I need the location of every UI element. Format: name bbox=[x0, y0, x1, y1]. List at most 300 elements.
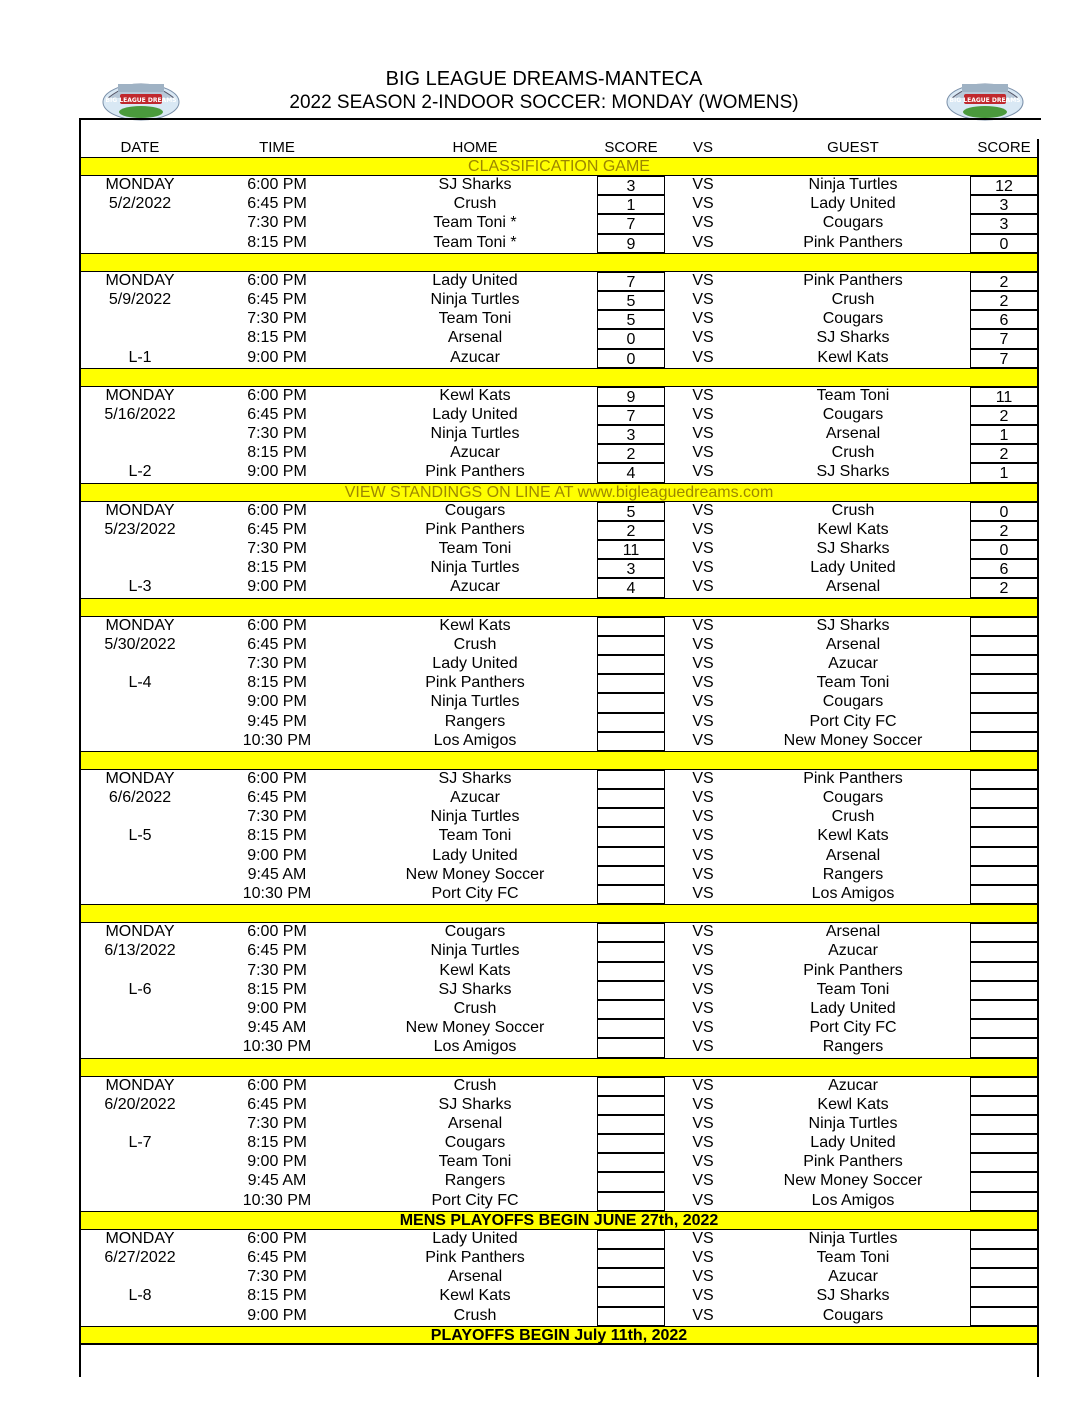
home-score: 4 bbox=[597, 578, 665, 597]
banner-text: CLASSIFICATION GAME bbox=[468, 158, 650, 175]
col-home: HOME bbox=[452, 139, 498, 156]
banner-b1 bbox=[79, 157, 1039, 176]
guest-score bbox=[970, 827, 1038, 846]
vs-label: VS bbox=[692, 176, 714, 193]
table-row bbox=[79, 406, 1039, 425]
game-time: 6:45 PM bbox=[247, 290, 307, 308]
game-date: L-3 bbox=[128, 578, 152, 596]
home-team: Ninja Turtles bbox=[430, 559, 520, 577]
guest-team: Pink Panthers bbox=[803, 769, 903, 787]
table-row bbox=[79, 559, 1039, 578]
home-score bbox=[597, 732, 665, 751]
game-time: 6:45 PM bbox=[247, 195, 307, 213]
game-time: 7:30 PM bbox=[247, 808, 307, 826]
guest-team: Kewl Kats bbox=[817, 348, 889, 366]
game-time: 8:15 PM bbox=[247, 1287, 307, 1305]
table-row bbox=[79, 617, 1039, 636]
home-score bbox=[597, 866, 665, 885]
week-separator bbox=[79, 1058, 1039, 1077]
home-score bbox=[597, 847, 665, 866]
game-time: 6:00 PM bbox=[247, 769, 307, 787]
guest-score: 6 bbox=[970, 310, 1038, 329]
guest-score bbox=[970, 1268, 1038, 1287]
vs-label: VS bbox=[692, 386, 714, 404]
guest-score bbox=[970, 636, 1038, 655]
week-separator bbox=[79, 751, 1039, 770]
home-score bbox=[597, 923, 665, 942]
table-row bbox=[79, 808, 1039, 827]
guest-score bbox=[970, 981, 1038, 1000]
game-time: 8:15 PM bbox=[247, 559, 307, 577]
vs-label: VS bbox=[692, 846, 714, 864]
home-score: 5 bbox=[597, 502, 665, 521]
guest-team: Cougars bbox=[822, 693, 884, 711]
game-date: MONDAY bbox=[105, 386, 175, 404]
vs-label: VS bbox=[692, 1306, 714, 1324]
guest-score: 11 bbox=[970, 387, 1038, 406]
game-time: 6:00 PM bbox=[247, 501, 307, 519]
game-time: 6:45 PM bbox=[247, 635, 307, 653]
home-team: Lady United bbox=[432, 405, 518, 423]
guest-team: Arsenal bbox=[825, 846, 881, 864]
guest-score bbox=[970, 789, 1038, 808]
vs-label: VS bbox=[692, 1249, 714, 1266]
guest-score bbox=[970, 847, 1038, 866]
guest-score bbox=[970, 617, 1038, 636]
home-score bbox=[597, 655, 665, 674]
home-team: SJ Sharks bbox=[438, 1095, 512, 1113]
game-time: 7:30 PM bbox=[247, 214, 307, 232]
banner-b2 bbox=[79, 483, 1039, 502]
game-time: 6:45 PM bbox=[247, 405, 307, 423]
schedule-table bbox=[79, 139, 1039, 1345]
vs-label: VS bbox=[692, 463, 714, 481]
home-score bbox=[597, 827, 665, 846]
guest-score bbox=[970, 1038, 1038, 1057]
home-score bbox=[597, 1000, 665, 1019]
vs-label: VS bbox=[692, 789, 714, 807]
guest-team: Azucar bbox=[828, 1268, 878, 1286]
home-team: Arsenal bbox=[447, 1268, 503, 1286]
game-time: 9:00 PM bbox=[247, 846, 307, 864]
game-time: 9:00 PM bbox=[247, 693, 307, 711]
game-time: 8:15 PM bbox=[247, 1134, 307, 1152]
game-time: 8:15 PM bbox=[247, 233, 307, 251]
table-row bbox=[79, 732, 1039, 751]
vs-label: VS bbox=[692, 501, 714, 519]
table-row bbox=[79, 847, 1039, 866]
home-score: 3 bbox=[597, 425, 665, 444]
guest-score bbox=[970, 1230, 1038, 1249]
game-time: 9:00 PM bbox=[247, 999, 307, 1017]
home-team: Azucar bbox=[450, 444, 500, 462]
vs-label: VS bbox=[692, 942, 714, 960]
table-row bbox=[79, 693, 1039, 712]
table-row bbox=[79, 1115, 1039, 1134]
game-time: 9:45 AM bbox=[247, 1019, 307, 1037]
guest-score: 1 bbox=[970, 425, 1038, 444]
home-score: 3 bbox=[597, 176, 665, 195]
table-row bbox=[79, 655, 1039, 674]
table-row bbox=[79, 885, 1039, 904]
vs-label: VS bbox=[692, 731, 714, 749]
vs-label: VS bbox=[692, 885, 714, 902]
guest-score bbox=[970, 1019, 1038, 1038]
vs-label: VS bbox=[692, 712, 714, 730]
game-time: 7:30 PM bbox=[247, 425, 307, 443]
guest-team: Port City FC bbox=[809, 1019, 897, 1037]
home-team: SJ Sharks bbox=[438, 980, 512, 998]
guest-team: New Money Soccer bbox=[783, 731, 923, 749]
table-top-frame bbox=[79, 118, 1041, 139]
table-row bbox=[79, 387, 1039, 406]
game-time: 8:15 PM bbox=[247, 674, 307, 692]
game-time: 9:45 AM bbox=[247, 1172, 307, 1190]
game-time: 10:30 PM bbox=[242, 1191, 312, 1209]
guest-score bbox=[970, 808, 1038, 827]
vs-label: VS bbox=[692, 1172, 714, 1190]
game-date: L-2 bbox=[128, 463, 152, 481]
game-time: 7:30 PM bbox=[247, 961, 307, 979]
guest-score: 3 bbox=[970, 195, 1038, 214]
game-time: 6:45 PM bbox=[247, 1095, 307, 1113]
game-time: 9:00 PM bbox=[247, 1306, 307, 1324]
vs-label: VS bbox=[692, 520, 714, 538]
guest-team: Rangers bbox=[822, 865, 884, 883]
table-row bbox=[79, 713, 1039, 732]
guest-team: Cougars bbox=[822, 1306, 884, 1324]
guest-team: Los Amigos bbox=[811, 885, 895, 902]
guest-score bbox=[970, 923, 1038, 942]
guest-score bbox=[970, 1153, 1038, 1172]
home-team: Cougars bbox=[444, 1134, 506, 1152]
table-row bbox=[79, 195, 1039, 214]
game-time: 6:45 PM bbox=[247, 789, 307, 807]
guest-team: Cougars bbox=[822, 214, 884, 232]
vs-label: VS bbox=[692, 290, 714, 308]
banner-text: PLAYOFFS BEGIN July 11th, 2022 bbox=[430, 1326, 688, 1344]
guest-team: Lady United bbox=[810, 1134, 896, 1152]
guest-team: Cougars bbox=[822, 789, 884, 807]
guest-score bbox=[970, 1249, 1038, 1268]
week-separator bbox=[79, 904, 1039, 923]
league-logo-left bbox=[100, 72, 182, 122]
guest-score bbox=[970, 1000, 1038, 1019]
home-team: Ninja Turtles bbox=[430, 425, 520, 443]
vs-label: VS bbox=[692, 271, 714, 289]
guest-team: Crush bbox=[831, 501, 875, 519]
home-team: New Money Soccer bbox=[405, 1019, 545, 1037]
vs-label: VS bbox=[692, 444, 714, 462]
game-date: 5/16/2022 bbox=[104, 405, 176, 423]
game-time: 6:00 PM bbox=[247, 1229, 307, 1247]
vs-label: VS bbox=[692, 827, 714, 845]
game-time: 6:00 PM bbox=[247, 176, 307, 193]
guest-score: 2 bbox=[970, 272, 1038, 291]
game-time: 7:30 PM bbox=[247, 1114, 307, 1132]
table-row bbox=[79, 540, 1039, 559]
home-score bbox=[597, 1096, 665, 1115]
game-time: 6:45 PM bbox=[247, 1249, 307, 1266]
league-logo-right bbox=[944, 72, 1026, 122]
game-time: 8:15 PM bbox=[247, 444, 307, 462]
guest-team: Kewl Kats bbox=[817, 827, 889, 845]
home-team: Team Toni bbox=[438, 827, 512, 845]
home-team: Port City FC bbox=[431, 1191, 519, 1209]
home-team: Ninja Turtles bbox=[430, 290, 520, 308]
vs-label: VS bbox=[692, 923, 714, 941]
game-time: 6:00 PM bbox=[247, 616, 307, 634]
table-row bbox=[79, 962, 1039, 981]
home-score bbox=[597, 713, 665, 732]
table-row bbox=[79, 425, 1039, 444]
home-score: 7 bbox=[597, 272, 665, 291]
table-row bbox=[79, 176, 1039, 195]
table-row bbox=[79, 1268, 1039, 1287]
vs-label: VS bbox=[692, 348, 714, 366]
table-row bbox=[79, 1077, 1039, 1096]
guest-score: 2 bbox=[970, 521, 1038, 540]
col-score-home: SCORE bbox=[604, 139, 658, 156]
game-date: MONDAY bbox=[105, 1229, 175, 1247]
table-row bbox=[79, 234, 1039, 253]
guest-team: Cougars bbox=[822, 310, 884, 328]
guest-score bbox=[970, 1077, 1038, 1096]
game-time: 7:30 PM bbox=[247, 540, 307, 557]
guest-team: Arsenal bbox=[825, 635, 881, 653]
table-row bbox=[79, 866, 1039, 885]
vs-label: VS bbox=[692, 329, 714, 347]
guest-team: Lady United bbox=[810, 195, 896, 213]
column-header-row bbox=[79, 139, 1039, 157]
home-score bbox=[597, 808, 665, 827]
home-score bbox=[597, 962, 665, 981]
table-row bbox=[79, 942, 1039, 961]
vs-label: VS bbox=[692, 654, 714, 672]
table-row bbox=[79, 1307, 1039, 1326]
home-team: Team Toni * bbox=[433, 214, 517, 232]
vs-label: VS bbox=[692, 980, 714, 998]
guest-team: New Money Soccer bbox=[783, 1172, 923, 1190]
game-date: 5/2/2022 bbox=[108, 195, 172, 213]
guest-score: 1 bbox=[970, 463, 1038, 482]
game-date: 5/9/2022 bbox=[108, 290, 172, 308]
home-team: Los Amigos bbox=[433, 731, 517, 749]
guest-score bbox=[970, 885, 1038, 904]
home-score bbox=[597, 1268, 665, 1287]
home-score: 2 bbox=[597, 444, 665, 463]
vs-label: VS bbox=[692, 693, 714, 711]
home-team: Crush bbox=[453, 635, 497, 653]
guest-team: Lady United bbox=[810, 559, 896, 577]
table-row bbox=[79, 1038, 1039, 1057]
table-row bbox=[79, 1249, 1039, 1268]
home-score bbox=[597, 1153, 665, 1172]
guest-team: SJ Sharks bbox=[816, 329, 890, 347]
game-date: L-6 bbox=[128, 980, 152, 998]
home-score bbox=[597, 1230, 665, 1249]
vs-label: VS bbox=[692, 425, 714, 443]
guest-team: Pink Panthers bbox=[803, 271, 903, 289]
home-score bbox=[597, 1115, 665, 1134]
vs-label: VS bbox=[692, 616, 714, 634]
page-subtitle: 2022 SEASON 2-INDOOR SOCCER: MONDAY (WOMENS) bbox=[289, 92, 799, 113]
game-date: MONDAY bbox=[105, 923, 175, 941]
home-score bbox=[597, 617, 665, 636]
guest-score: 7 bbox=[970, 349, 1038, 368]
home-score bbox=[597, 1287, 665, 1306]
home-team: Lady United bbox=[432, 846, 518, 864]
home-score bbox=[597, 1134, 665, 1153]
home-score: 9 bbox=[597, 234, 665, 253]
home-team: Los Amigos bbox=[433, 1038, 517, 1056]
guest-team: Ninja Turtles bbox=[808, 1114, 898, 1132]
guest-score bbox=[970, 1096, 1038, 1115]
game-time: 7:30 PM bbox=[247, 1268, 307, 1286]
vs-label: VS bbox=[692, 1038, 714, 1056]
table-row bbox=[79, 1000, 1039, 1019]
table-row bbox=[79, 1230, 1039, 1249]
home-team: Azucar bbox=[450, 578, 500, 596]
guest-team: Arsenal bbox=[825, 425, 881, 443]
vs-label: VS bbox=[692, 540, 714, 557]
guest-score: 2 bbox=[970, 578, 1038, 597]
game-date: L-7 bbox=[128, 1134, 152, 1152]
vs-label: VS bbox=[692, 865, 714, 883]
game-time: 9:45 PM bbox=[247, 712, 307, 730]
guest-team: Pink Panthers bbox=[803, 961, 903, 979]
home-team: Team Toni bbox=[438, 540, 512, 557]
vs-label: VS bbox=[692, 405, 714, 423]
home-team: Arsenal bbox=[447, 329, 503, 347]
home-score bbox=[597, 885, 665, 904]
vs-label: VS bbox=[692, 214, 714, 232]
home-score bbox=[597, 636, 665, 655]
game-date: L-8 bbox=[128, 1287, 152, 1305]
banner-text: VIEW STANDINGS ON LINE AT www.bigleaguedreams.com bbox=[344, 483, 774, 501]
guest-score: 3 bbox=[970, 214, 1038, 233]
vs-label: VS bbox=[692, 674, 714, 692]
guest-score bbox=[970, 1172, 1038, 1191]
guest-team: Rangers bbox=[822, 1038, 884, 1056]
home-score bbox=[597, 1307, 665, 1326]
guest-score bbox=[970, 866, 1038, 885]
game-time: 8:15 PM bbox=[247, 980, 307, 998]
guest-team: Pink Panthers bbox=[803, 1153, 903, 1171]
home-team: Kewl Kats bbox=[439, 961, 511, 979]
guest-score bbox=[970, 942, 1038, 961]
home-score: 0 bbox=[597, 329, 665, 348]
guest-team: SJ Sharks bbox=[816, 463, 890, 481]
table-row bbox=[79, 1019, 1039, 1038]
game-date: 6/6/2022 bbox=[108, 789, 172, 807]
home-team: New Money Soccer bbox=[405, 865, 545, 883]
table-row bbox=[79, 521, 1039, 540]
game-time: 8:15 PM bbox=[247, 827, 307, 845]
guest-score bbox=[970, 1287, 1038, 1306]
guest-score: 0 bbox=[970, 502, 1038, 521]
vs-label: VS bbox=[692, 1114, 714, 1132]
vs-label: VS bbox=[692, 1268, 714, 1286]
guest-score bbox=[970, 770, 1038, 789]
home-score: 7 bbox=[597, 214, 665, 233]
game-time: 9:00 PM bbox=[247, 348, 307, 366]
table-row bbox=[79, 502, 1039, 521]
vs-label: VS bbox=[692, 1153, 714, 1171]
guest-score: 6 bbox=[970, 559, 1038, 578]
table-row bbox=[79, 272, 1039, 291]
home-score bbox=[597, 981, 665, 1000]
game-date: 5/23/2022 bbox=[104, 520, 176, 538]
home-score bbox=[597, 1019, 665, 1038]
col-vs: VS bbox=[692, 139, 713, 156]
home-score bbox=[597, 693, 665, 712]
guest-team: Crush bbox=[831, 444, 875, 462]
game-date: 6/27/2022 bbox=[104, 1249, 176, 1266]
table-row bbox=[79, 463, 1039, 482]
table-row bbox=[79, 1153, 1039, 1172]
guest-team: Team Toni bbox=[816, 386, 890, 404]
game-date: 6/20/2022 bbox=[104, 1095, 176, 1113]
table-row bbox=[79, 981, 1039, 1000]
guest-score: 12 bbox=[970, 176, 1038, 195]
vs-label: VS bbox=[692, 1095, 714, 1113]
guest-score bbox=[970, 962, 1038, 981]
guest-score bbox=[970, 693, 1038, 712]
game-time: 10:30 PM bbox=[242, 885, 312, 902]
guest-score: 2 bbox=[970, 444, 1038, 463]
home-score bbox=[597, 1172, 665, 1191]
home-team: Rangers bbox=[444, 712, 506, 730]
vs-label: VS bbox=[692, 578, 714, 596]
vs-label: VS bbox=[692, 1287, 714, 1305]
home-team: SJ Sharks bbox=[438, 769, 512, 787]
guest-score bbox=[970, 674, 1038, 693]
game-date: L-1 bbox=[128, 348, 152, 366]
game-date: MONDAY bbox=[105, 616, 175, 634]
home-score bbox=[597, 674, 665, 693]
col-score-guest: SCORE bbox=[977, 139, 1031, 156]
home-score: 5 bbox=[597, 310, 665, 329]
game-time: 9:45 AM bbox=[247, 865, 307, 883]
guest-team: Team Toni bbox=[816, 980, 890, 998]
guest-team: Crush bbox=[831, 808, 875, 826]
home-team: Pink Panthers bbox=[425, 1249, 525, 1266]
home-team: Crush bbox=[453, 1076, 497, 1094]
table-row bbox=[79, 310, 1039, 329]
home-team: Kewl Kats bbox=[439, 1287, 511, 1305]
home-team: Team Toni bbox=[438, 1153, 512, 1171]
home-team: Rangers bbox=[444, 1172, 506, 1190]
home-team: Crush bbox=[453, 999, 497, 1017]
game-time: 9:00 PM bbox=[247, 578, 307, 596]
guest-team: Pink Panthers bbox=[803, 233, 903, 251]
table-row bbox=[79, 789, 1039, 808]
game-time: 6:00 PM bbox=[247, 386, 307, 404]
home-team: Arsenal bbox=[447, 1114, 503, 1132]
home-score: 7 bbox=[597, 406, 665, 425]
table-row bbox=[79, 1287, 1039, 1306]
home-score: 2 bbox=[597, 521, 665, 540]
guest-score bbox=[970, 1115, 1038, 1134]
table-row bbox=[79, 636, 1039, 655]
guest-team: Arsenal bbox=[825, 578, 881, 596]
home-team: Cougars bbox=[444, 923, 506, 941]
home-score: 11 bbox=[597, 540, 665, 559]
home-score: 1 bbox=[597, 195, 665, 214]
home-score bbox=[597, 1038, 665, 1057]
home-score: 0 bbox=[597, 349, 665, 368]
